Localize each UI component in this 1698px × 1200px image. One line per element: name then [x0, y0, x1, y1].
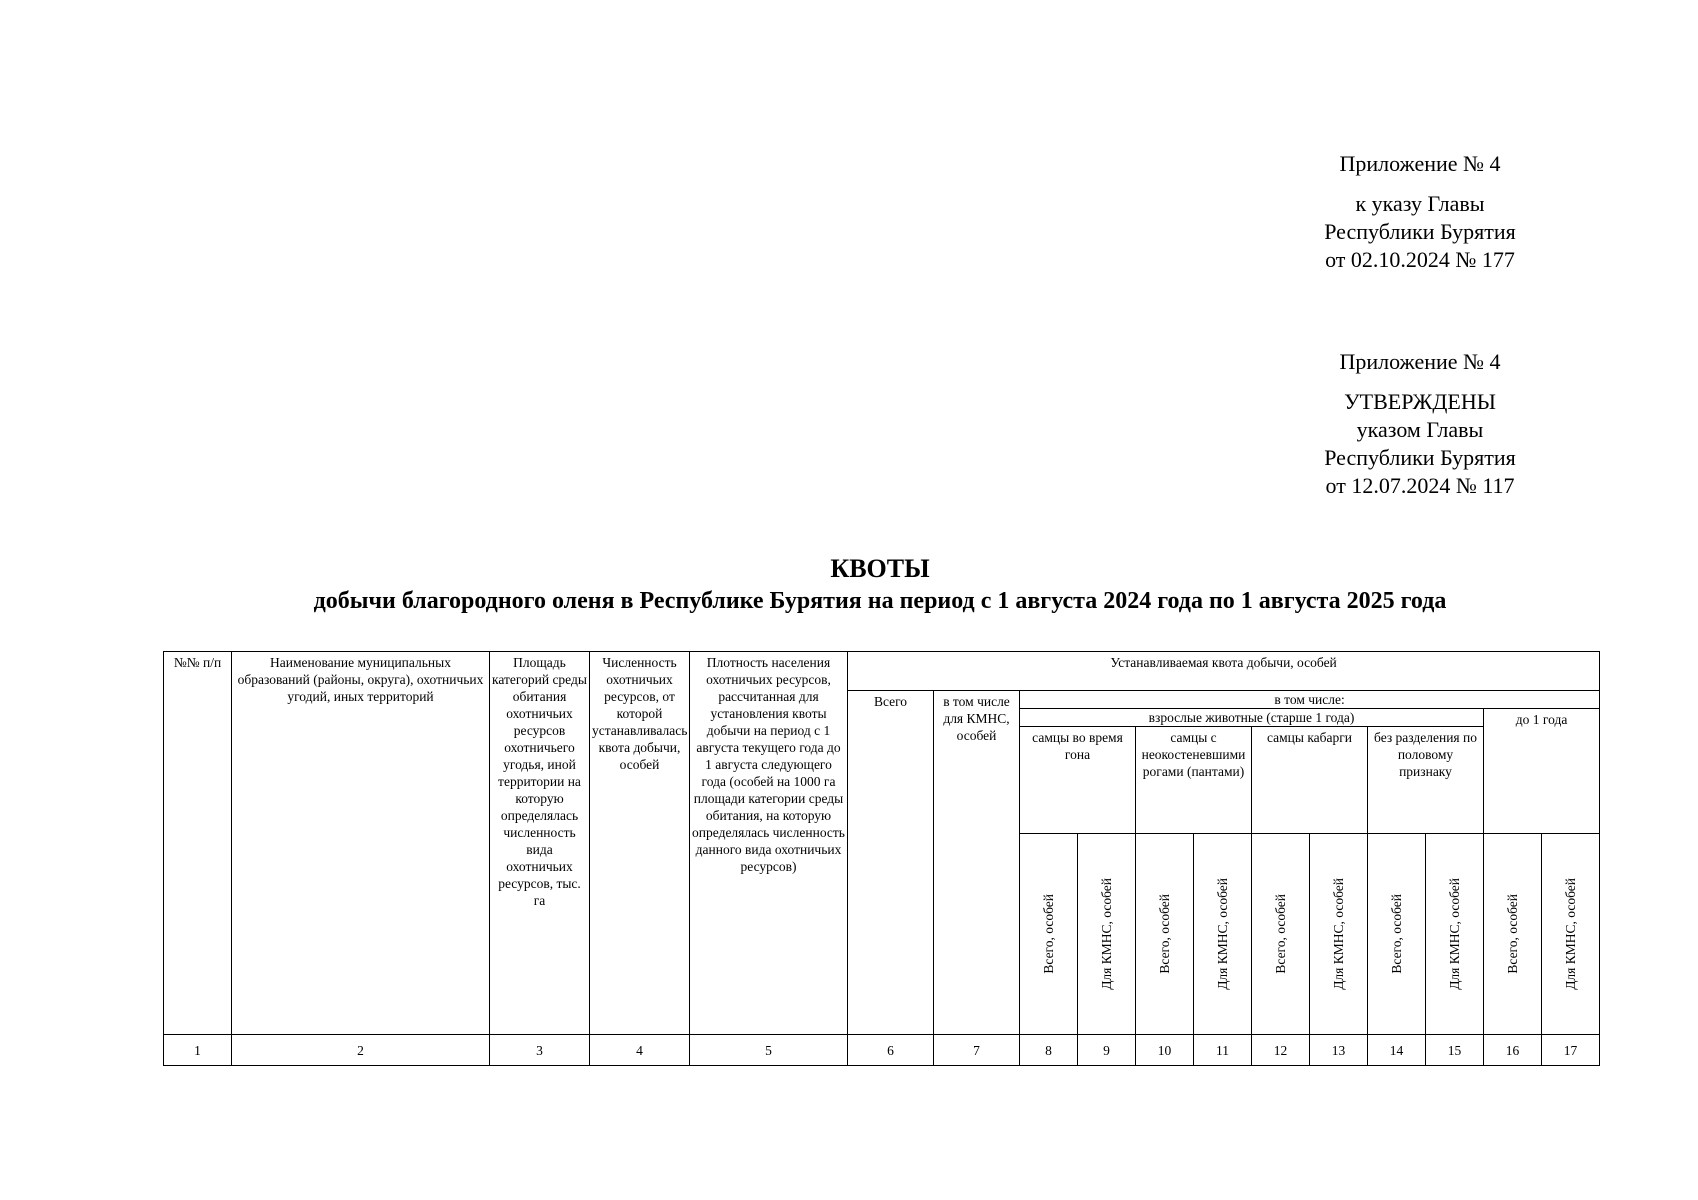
title-main: КВОТЫ — [830, 554, 930, 583]
annex-line: от 12.07.2024 № 117 — [1325, 473, 1515, 498]
title-subtitle: добычи благородного оленя в Республике Бурятия на период с 1 августа 2024 года по 1 августа 2025 года — [313, 588, 1447, 614]
column-number: 1 — [164, 1035, 232, 1066]
column-number: 16 — [1484, 1035, 1542, 1066]
column-number: 15 — [1426, 1035, 1484, 1066]
header-no-sex-division: без разделения по половому признаку — [1368, 727, 1484, 834]
annex-line: от 02.10.2024 № 177 — [1325, 247, 1515, 272]
column-number-row — [164, 1035, 1600, 1066]
quota-table — [163, 651, 1600, 1066]
header-area: Площадь категорий среды обитания охотничьих ресурсов охотничьего угодья, иной территории на которую определялась численность вида охотничьих ресурсов, тыс. га — [490, 652, 590, 1035]
column-number: 13 — [1310, 1035, 1368, 1066]
column-number: 6 — [848, 1035, 934, 1066]
column-number: 9 — [1078, 1035, 1136, 1066]
column-number: 4 — [590, 1035, 690, 1066]
annex-prior — [1300, 348, 1540, 500]
annex-label: Приложение № 4 — [1339, 151, 1501, 176]
subheader-kmns: Для КМНС, особей — [1194, 834, 1252, 1035]
header-density: Плотность населения охотничьих ресурсов, рассчитанная для установления квоты добычи на период с 1 августа текущего года до 1 августа следующего года (особей на 1000 га площади категории среды обитания, на которую определялась численность данного вида охотничьих ресурсов) — [690, 652, 848, 1035]
column-number: 7 — [934, 1035, 1020, 1066]
subheader-kmns: Для КМНС, особей — [1310, 834, 1368, 1035]
header-under-1-year: до 1 года — [1484, 709, 1600, 834]
column-number: 5 — [690, 1035, 848, 1066]
subheader-total: Всего, особей — [1020, 834, 1078, 1035]
header-municipality: Наименование муниципальных образований (районы, округа), охотничьих угодий, иных территорий — [232, 652, 490, 1035]
header-antler-males: самцы с неокостеневшими рогами (пантами) — [1136, 727, 1252, 834]
annex-line: УТВЕРЖДЕНЫ — [1344, 389, 1496, 414]
column-number: 8 — [1020, 1035, 1078, 1066]
annex-line: Республики Бурятия — [1324, 445, 1516, 470]
column-number: 17 — [1542, 1035, 1600, 1066]
column-number: 3 — [490, 1035, 590, 1066]
annex-current — [1300, 150, 1540, 274]
header-kmns: в том числе для КМНС, особей — [934, 691, 1020, 1035]
header-total: Всего — [848, 691, 934, 1035]
column-number: 12 — [1252, 1035, 1310, 1066]
header-kabarga-males: самцы кабарги — [1252, 727, 1368, 834]
subheader-kmns: Для КМНС, особей — [1426, 834, 1484, 1035]
column-number: 10 — [1136, 1035, 1194, 1066]
subheader-total: Всего, особей — [1368, 834, 1426, 1035]
subheader-kmns: Для КМНС, особей — [1542, 834, 1600, 1035]
header-quota: Устанавливаемая квота добычи, особей — [848, 652, 1600, 691]
header-including: в том числе: — [1020, 691, 1600, 709]
subheader-kmns: Для КМНС, особей — [1078, 834, 1136, 1035]
document-title — [150, 553, 1610, 617]
header-number: №№ п/п — [164, 652, 232, 1035]
annex-line: Республики Бурятия — [1324, 219, 1516, 244]
header-adults: взрослые животные (старше 1 года) — [1020, 709, 1484, 727]
column-number: 2 — [232, 1035, 490, 1066]
subheader-total: Всего, особей — [1484, 834, 1542, 1035]
annex-line: указом Главы — [1356, 417, 1484, 442]
annex-label: Приложение № 4 — [1339, 349, 1501, 374]
subheader-total: Всего, особей — [1252, 834, 1310, 1035]
subheader-total: Всего, особей — [1136, 834, 1194, 1035]
header-population: Численность охотничьих ресурсов, от которой устанавливалась квота добычи, особей — [590, 652, 690, 1035]
column-number: 11 — [1194, 1035, 1252, 1066]
column-number: 14 — [1368, 1035, 1426, 1066]
header-rut-males: самцы во время гона — [1020, 727, 1136, 834]
annex-line: к указу Главы — [1355, 191, 1485, 216]
